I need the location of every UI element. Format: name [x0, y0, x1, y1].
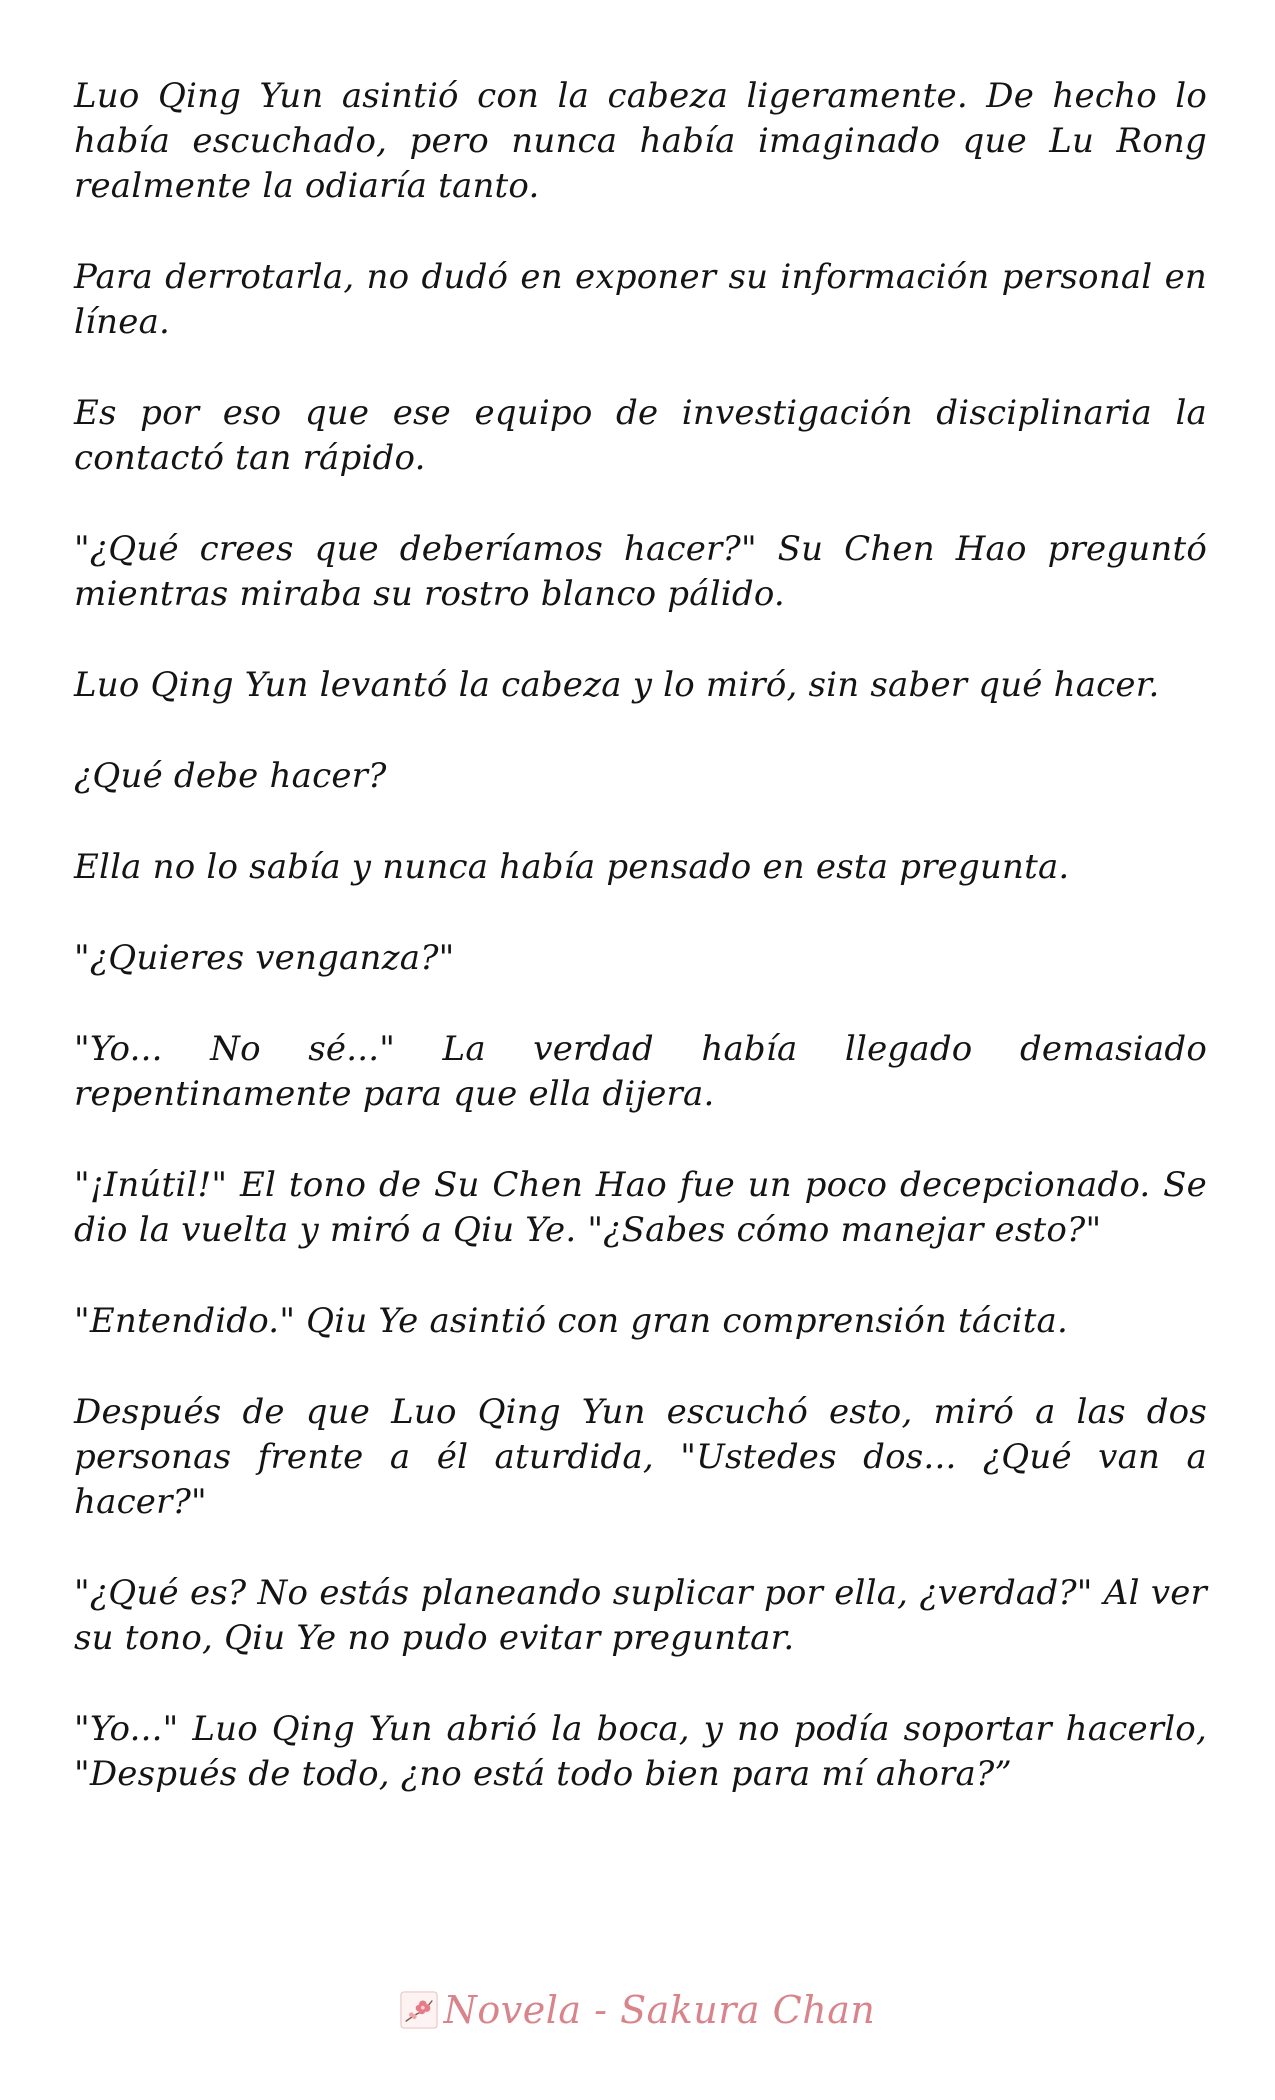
watermark	[0, 1980, 1275, 2040]
paragraph: Para derrotarla, no dudó en exponer su información personal en línea.	[74, 257, 1207, 342]
sakura-flower-icon	[400, 1991, 438, 2029]
paragraph: Después de que Luo Qing Yun escuchó esto, miró a las dos personas frente a él aturdida, "Ustedes dos... ¿Qué van a hacer?"	[74, 1392, 1207, 1522]
paragraph: "Yo..." Luo Qing Yun abrió la boca, y no podía soportar hacerlo, "Después de todo, ¿no está todo bien para mí ahora?”	[74, 1709, 1207, 1794]
paragraph: Ella no lo sabía y nunca había pensado en esta pregunta.	[74, 847, 1070, 887]
paragraph: "Yo... No sé..." La verdad había llegado demasiado repentinamente para que ella dijera.	[74, 1029, 1207, 1114]
paragraph: Luo Qing Yun asintió con la cabeza ligeramente. De hecho lo había escuchado, pero nunca había imaginado que Lu Rong realmente la odiaría tanto.	[74, 76, 1207, 206]
paragraph: "¡Inútil!" El tono de Su Chen Hao fue un poco decepcionado. Se dio la vuelta y miró a Qiu Ye. "¿Sabes cómo manejar esto?"	[74, 1165, 1207, 1250]
paragraph: ¿Qué debe hacer?	[74, 756, 387, 796]
paragraph: Luo Qing Yun levantó la cabeza y lo miró, sin saber qué hacer.	[74, 665, 1160, 705]
watermark-text: Novela - Sakura Chan	[443, 1988, 876, 2032]
paragraph: "¿Qué crees que deberíamos hacer?" Su Chen Hao preguntó mientras miraba su rostro blanco pálido.	[74, 529, 1207, 614]
paragraph: "¿Qué es? No estás planeando suplicar por ella, ¿verdad?" Al ver su tono, Qiu Ye no pudo evitar preguntar.	[74, 1573, 1207, 1658]
paragraph: Es por eso que ese equipo de investigación disciplinaria la contactó tan rápido.	[74, 393, 1207, 478]
paragraph: "Entendido." Qiu Ye asintió con gran comprensión tácita.	[74, 1301, 1069, 1341]
paragraph: "¿Quieres venganza?"	[74, 938, 455, 978]
story-text	[74, 74, 1207, 1843]
